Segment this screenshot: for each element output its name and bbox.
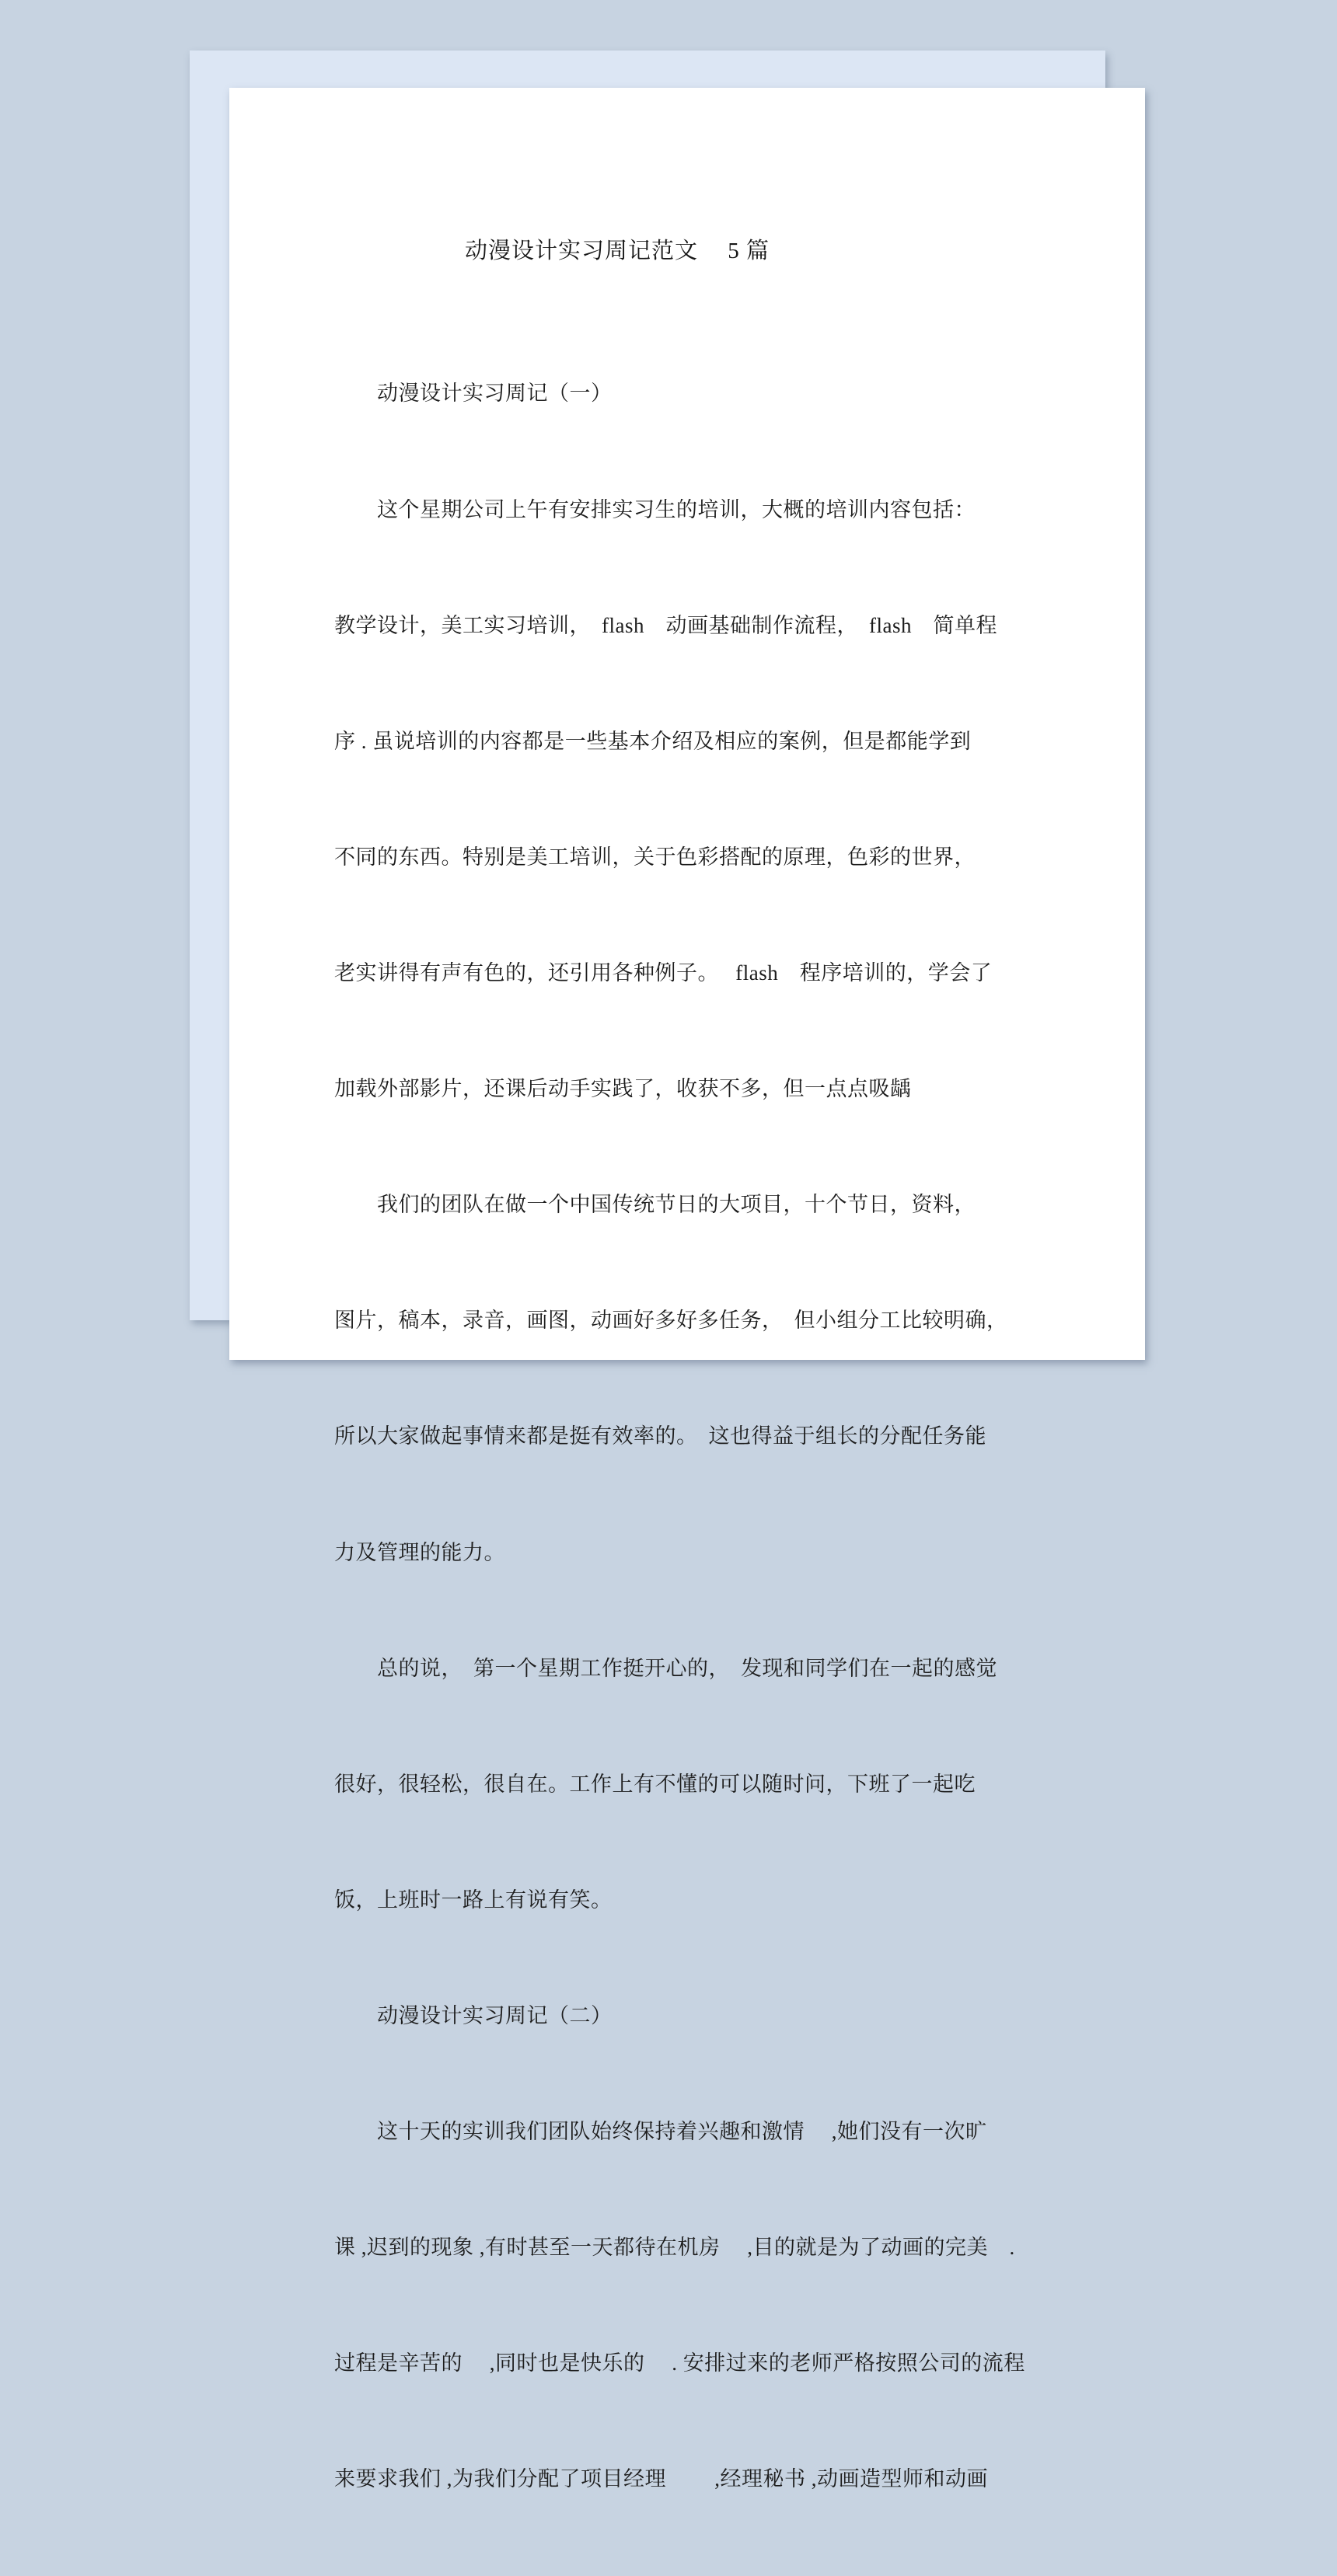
- doc-line: 来要求我们 ,为我们分配了项目经理 ,经理秘书 ,动画造型师和动画: [334, 2467, 988, 2491]
- doc-line: 这十天的实训我们团队始终保持着兴趣和激情 ,她们没有一次旷: [334, 2120, 987, 2144]
- doc-line: 序 . 虽说培训的内容都是一些基本介绍及相应的案例，但是都能学到: [334, 729, 972, 753]
- doc-line: 加载外部影片，还课后动手实践了，收获不多，但一点点吸龋: [334, 1077, 912, 1101]
- doc-line-heading-2: 动漫设计实习周记（二）: [334, 2003, 613, 2027]
- doc-line: 我们的团队在做一个中国传统节日的大项目，十个节日，资料，: [334, 1193, 976, 1217]
- doc-line: 不同的东西。特别是美工培训，关于色彩搭配的原理，色彩的世界，: [334, 845, 976, 869]
- doc-line: 老实讲得有声有色的，还引用各种例子。 flash 程序培训的，学会了: [334, 960, 993, 985]
- doc-line: 很好，很轻松，很自在。工作上有不懂的可以随时问，下班了一起吃: [334, 1772, 976, 1796]
- doc-line: 总的说， 第一个星期工作挺开心的， 发现和同学们在一起的感觉: [334, 1656, 997, 1680]
- doc-line: 所以大家做起事情来都是挺有效率的。 这也得益于组长的分配任务能: [334, 1424, 986, 1448]
- doc-line: 饭，上班时一路上有说有笑。: [334, 1888, 613, 1912]
- doc-line: 这个星期公司上午有安排实习生的培训，大概的培训内容包括：: [334, 497, 976, 521]
- document-body: [334, 298, 1034, 2576]
- doc-line-heading-1: 动漫设计实习周记（一）: [334, 382, 613, 406]
- doc-line: 图片，稿本，录音，画图，动画好多好多任务， 但小组分工比较明确，: [334, 1309, 1008, 1333]
- document-title: 动漫设计实习周记范文 5 篇: [465, 239, 770, 263]
- doc-line: 过程是辛苦的 ,同时也是快乐的 . 安排过来的老师严格按照公司的流程: [334, 2351, 1025, 2376]
- doc-line: 教学设计，美工实习培训， flash 动画基础制作流程， flash 简单程: [334, 613, 997, 637]
- doc-line: 力及管理的能力。: [334, 1540, 505, 1564]
- document-page: [229, 88, 1145, 2491]
- doc-line: 课 ,迟到的现象 ,有时甚至一天都待在机房 ,目的就是为了动画的完美 .: [334, 2236, 1015, 2260]
